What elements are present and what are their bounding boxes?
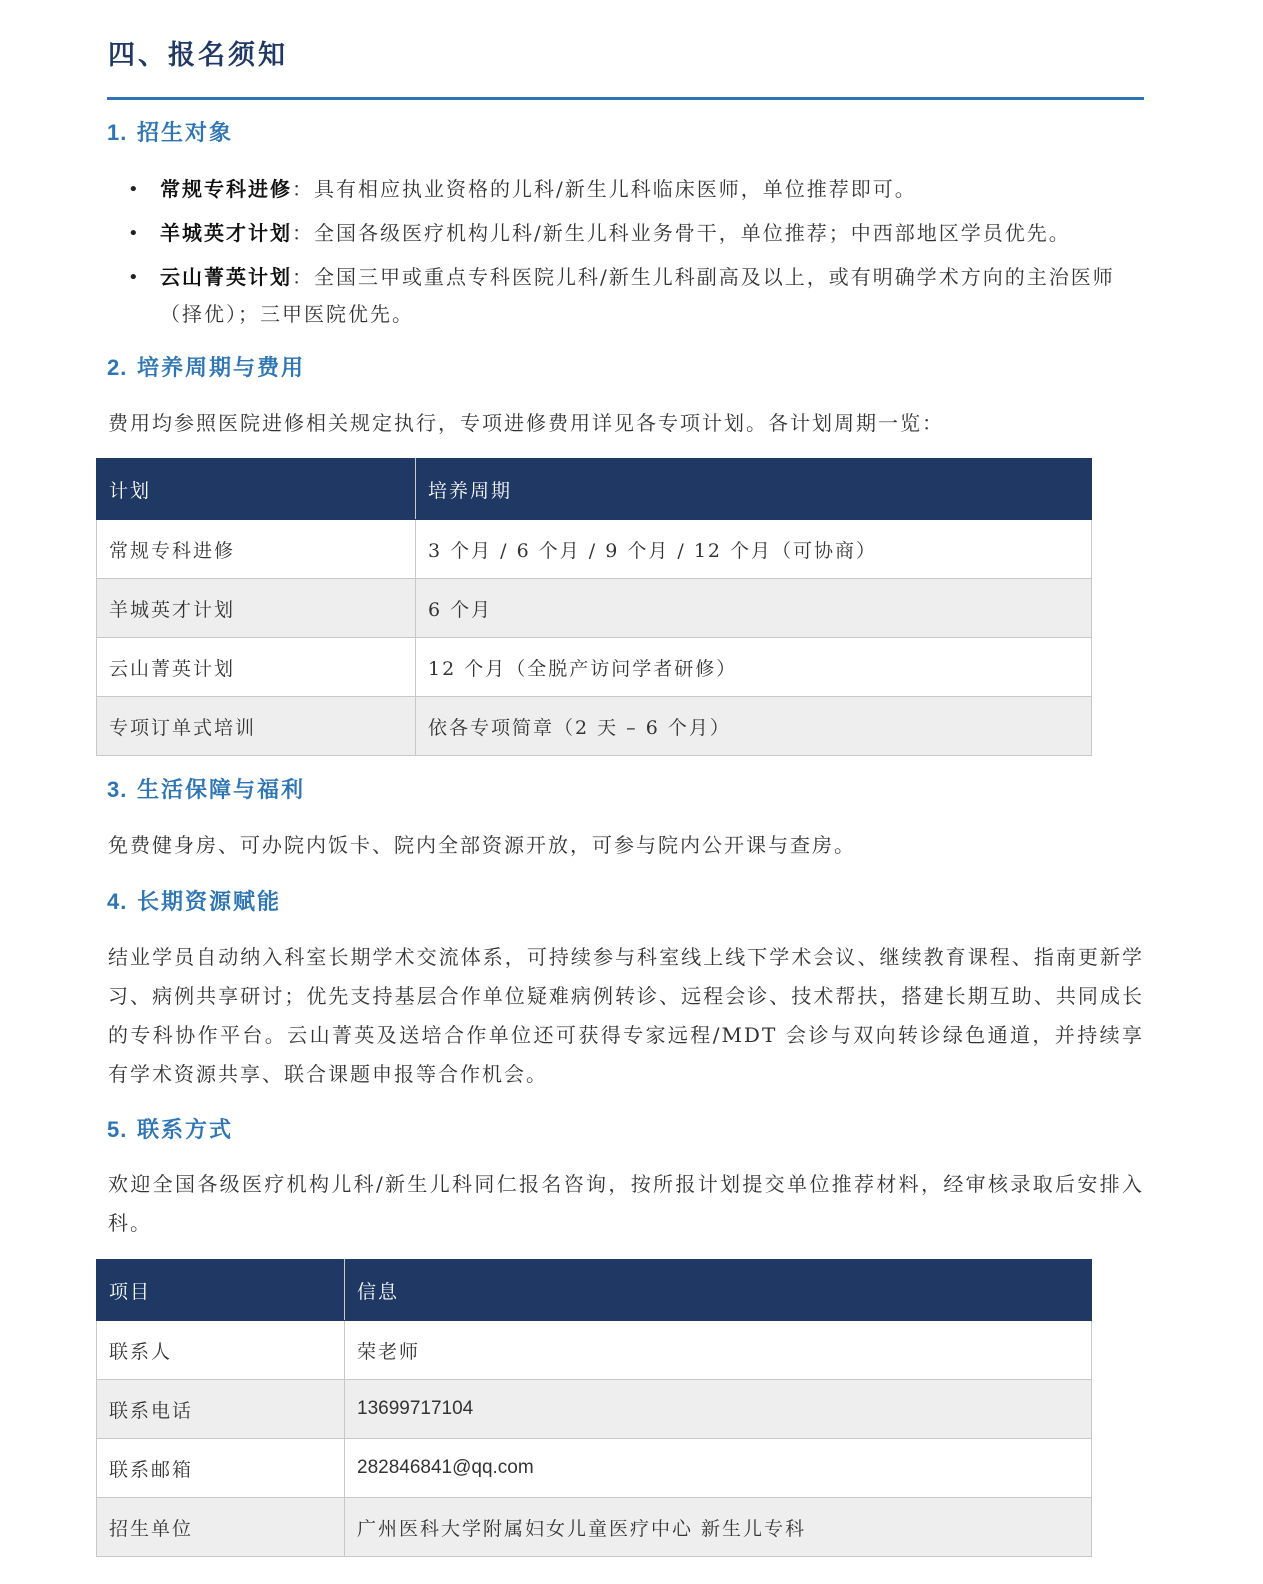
bullet-icon: • <box>128 267 141 288</box>
column-header: 项目 <box>97 1260 345 1321</box>
heading-text: 长期资源赋能 <box>137 889 282 915</box>
table-row <box>97 1321 1092 1380</box>
table-row <box>97 638 1092 697</box>
heading-text: 生活保障与福利 <box>137 777 306 803</box>
heading-duration-fees <box>107 352 305 384</box>
table-cell: 云山菁英计划 <box>97 638 416 697</box>
heading-number: 1. <box>107 120 128 145</box>
heading-text: 招生对象 <box>137 120 234 146</box>
table-row <box>97 1439 1092 1498</box>
duration-table <box>96 458 1092 756</box>
program-desc: 具有相应执业资格的儿科/新生儿科临床医师，单位推荐即可。 <box>314 177 917 201</box>
heading-benefits <box>107 774 305 806</box>
table-cell: 3 个月 / 6 个月 / 9 个月 / 12 个月（可协商） <box>416 520 1092 579</box>
bullet-icon: • <box>128 223 141 244</box>
contact-intro: 欢迎全国各级医疗机构儿科/新生儿科同仁报名咨询，按所报计划提交单位推荐材料，经审核录取后安排入科。 <box>108 1172 1144 1235</box>
list-item <box>108 171 1144 208</box>
heading-text: 培养周期与费用 <box>137 355 306 381</box>
heading-text: 联系方式 <box>137 1117 234 1143</box>
table-row <box>97 1498 1092 1557</box>
program-desc: 全国三甲或重点专科医院儿科/新生儿科副高及以上，或有明确学术方向的主治医师（择优）；三甲医院优先。 <box>160 265 1115 326</box>
enrollment-list <box>108 171 1144 340</box>
program-name: 常规专科进修 <box>160 177 292 201</box>
heading-enrollment-target <box>107 117 233 149</box>
table-cell: 依各专项简章（2 天 – 6 个月） <box>416 697 1092 756</box>
table-cell: 联系人 <box>97 1321 345 1380</box>
contact-email: 282846841@qq.com <box>345 1439 1092 1498</box>
contact-table <box>96 1259 1092 1557</box>
table-cell: 12 个月（全脱产访问学者研修） <box>416 638 1092 697</box>
program-name: 羊城英才计划 <box>160 221 292 245</box>
table-row <box>97 520 1092 579</box>
heading-number: 5. <box>107 1117 128 1142</box>
title-divider <box>107 97 1144 100</box>
table-row <box>97 1380 1092 1439</box>
recruiting-unit: 广州医科大学附属妇女儿童医疗中心 新生儿专科 <box>345 1498 1092 1557</box>
benefits-text: 免费健身房、可办院内饭卡、院内全部资源开放，可参与院内公开课与查房。 <box>108 833 856 857</box>
separator: ： <box>292 177 314 201</box>
table-header-row <box>97 459 1092 520</box>
table-row <box>97 697 1092 756</box>
section-title: 四、报名须知 <box>108 40 288 71</box>
column-header: 计划 <box>97 459 416 520</box>
table-cell: 6 个月 <box>416 579 1092 638</box>
bullet-icon: • <box>128 179 141 200</box>
table-cell: 招生单位 <box>97 1498 345 1557</box>
table-cell: 联系邮箱 <box>97 1439 345 1498</box>
separator: ： <box>292 221 314 245</box>
resources-text: 结业学员自动纳入科室长期学术交流体系，可持续参与科室线上线下学术会议、继续教育课程、指南更新学习、病例共享研讨；优先支持基层合作单位疑难病例转诊、远程会诊、技术帮扶，搭建长期互助、共同成长的专科协作平台。云山菁英及送培合作单位还可获得专家远程/MDT 会诊与双向转诊绿色通道，并持续享有学术资源共享、联合课题申报等合作机会。 <box>108 945 1144 1086</box>
list-item <box>108 259 1144 333</box>
table-header-row <box>97 1260 1092 1321</box>
program-name: 云山菁英计划 <box>160 265 292 289</box>
column-header: 培养周期 <box>416 459 1092 520</box>
fees-intro: 费用均参照医院进修相关规定执行，专项进修费用详见各专项计划。各计划周期一览： <box>108 411 944 435</box>
contact-phone: 13699717104 <box>345 1380 1092 1439</box>
separator: ： <box>292 265 314 289</box>
table-cell: 专项订单式培训 <box>97 697 416 756</box>
heading-number: 4. <box>107 889 128 914</box>
program-desc: 全国各级医疗机构儿科/新生儿科业务骨干，单位推荐；中西部地区学员优先。 <box>314 221 1071 245</box>
table-cell: 常规专科进修 <box>97 520 416 579</box>
table-cell: 羊城英才计划 <box>97 579 416 638</box>
table-row <box>97 579 1092 638</box>
heading-long-term-resources <box>107 886 281 918</box>
list-item <box>108 215 1144 252</box>
heading-contact <box>107 1114 233 1146</box>
column-header: 信息 <box>345 1260 1092 1321</box>
heading-number: 2. <box>107 355 128 380</box>
contact-person: 荣老师 <box>345 1321 1092 1380</box>
heading-number: 3. <box>107 777 128 802</box>
table-cell: 联系电话 <box>97 1380 345 1439</box>
